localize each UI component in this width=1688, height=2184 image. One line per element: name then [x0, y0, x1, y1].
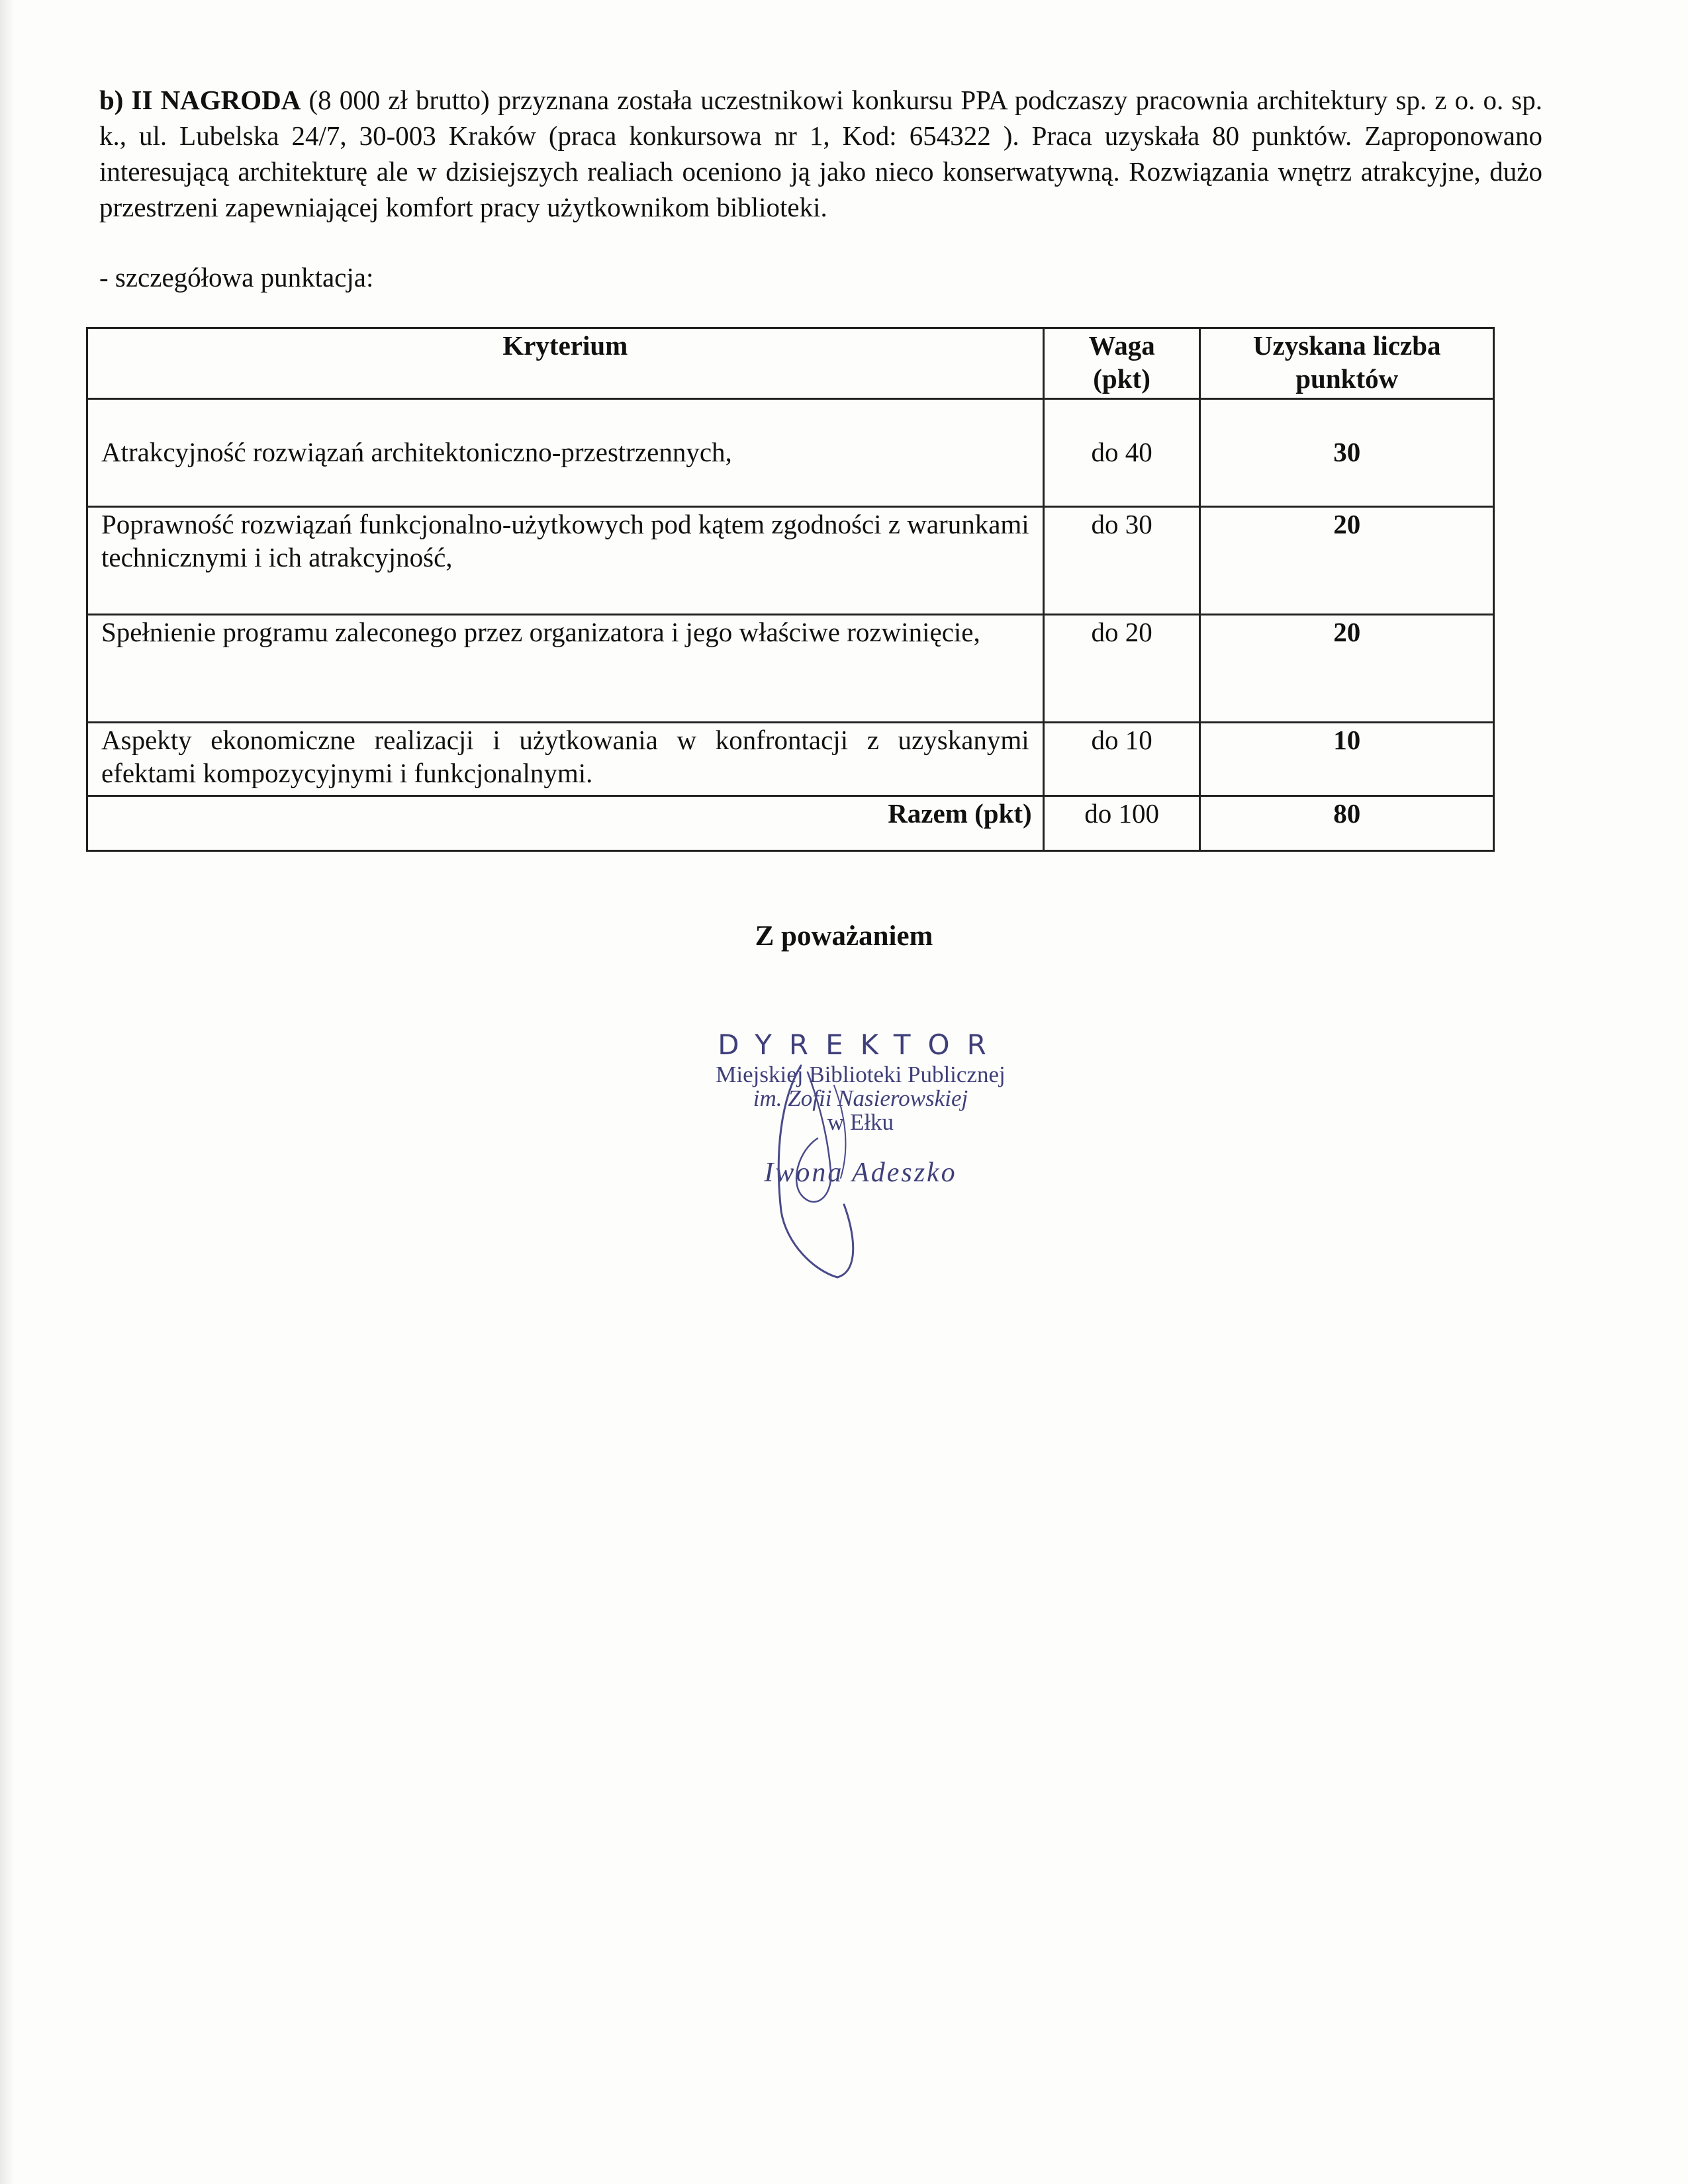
weight-cell: do 20 — [1043, 615, 1200, 723]
header-score — [1200, 328, 1494, 399]
stamp-title: DYREKTOR — [718, 1028, 1004, 1061]
header-weight — [1043, 328, 1200, 399]
stamp-city: w Ełku — [827, 1109, 894, 1135]
header-score-line1: Uzyskana liczba — [1252, 330, 1441, 361]
closing-salutation: Z poważaniem — [755, 921, 933, 952]
stamp-name: Iwona Adeszko — [764, 1158, 957, 1188]
stamp-institution: Miejskiej Biblioteki Publicznej — [716, 1062, 1006, 1087]
award-description-text: (8 000 zł brutto) przyznana została uczestnikowi konkursu PPA podczaszy pracownia architektury sp. z o. o. sp. k., ul. Lubelska 24/7, 30-003 Kraków (praca konkursowa nr 1, Kod: 654322 ). Praca uzyskała 80 punktów. Zaproponowano interesującą architekturę ale w dzisiejszych realiach oceniono ją jako nieco konserwatywną. Rozwiązania wnętrz atrakcyjne, dużo przestrzeni zapewniającej komfort pracy użytkownikom biblioteki. — [99, 85, 1542, 222]
criterion-cell: Poprawność rozwiązań funkcjonalno-użytkowych pod kątem zgodności z warunkami technicznymi i ich atrakcyjność, — [87, 507, 1044, 615]
total-label: Razem (pkt) — [87, 796, 1044, 851]
weight-cell: do 30 — [1043, 507, 1200, 615]
score-cell: 20 — [1200, 615, 1494, 723]
weight-cell: do 40 — [1043, 399, 1200, 507]
table-row — [87, 507, 1494, 615]
scan-edge-shadow — [0, 0, 15, 2184]
total-score: 80 — [1200, 796, 1494, 851]
weight-cell: do 10 — [1043, 723, 1200, 796]
criterion-cell: Aspekty ekonomiczne realizacji i użytkowania w konfrontacji z uzyskanymi efektami kompozycyjnymi i funkcjonalnymi. — [87, 723, 1044, 796]
score-cell: 20 — [1200, 507, 1494, 615]
header-weight-line1: Waga — [1088, 330, 1155, 361]
score-cell: 10 — [1200, 723, 1494, 796]
table-row — [87, 615, 1494, 723]
table-total-row — [87, 796, 1494, 851]
criterion-cell: Spełnienie programu zaleconego przez organizatora i jego właściwe rozwinięcie, — [87, 615, 1044, 723]
total-weight: do 100 — [1043, 796, 1200, 851]
scoring-subheading: - szczegółowa punktacja: — [99, 262, 374, 293]
score-cell: 30 — [1200, 399, 1494, 507]
criterion-cell: Atrakcyjność rozwiązań architektoniczno-przestrzennych, — [87, 399, 1044, 507]
header-criterion: Kryterium — [87, 328, 1044, 399]
header-weight-line2: (pkt) — [1093, 363, 1150, 394]
table-header-row — [87, 328, 1494, 399]
stamp-patron: im. Zofii Nasierowskiej — [753, 1085, 968, 1111]
table-row — [87, 399, 1494, 507]
handwritten-signature — [702, 1059, 874, 1284]
header-score-line2: punktów — [1295, 363, 1399, 394]
scoring-table — [86, 327, 1495, 852]
award-title: b) II NAGRODA — [99, 85, 301, 115]
award-description-paragraph — [99, 82, 1542, 225]
table-row — [87, 723, 1494, 796]
